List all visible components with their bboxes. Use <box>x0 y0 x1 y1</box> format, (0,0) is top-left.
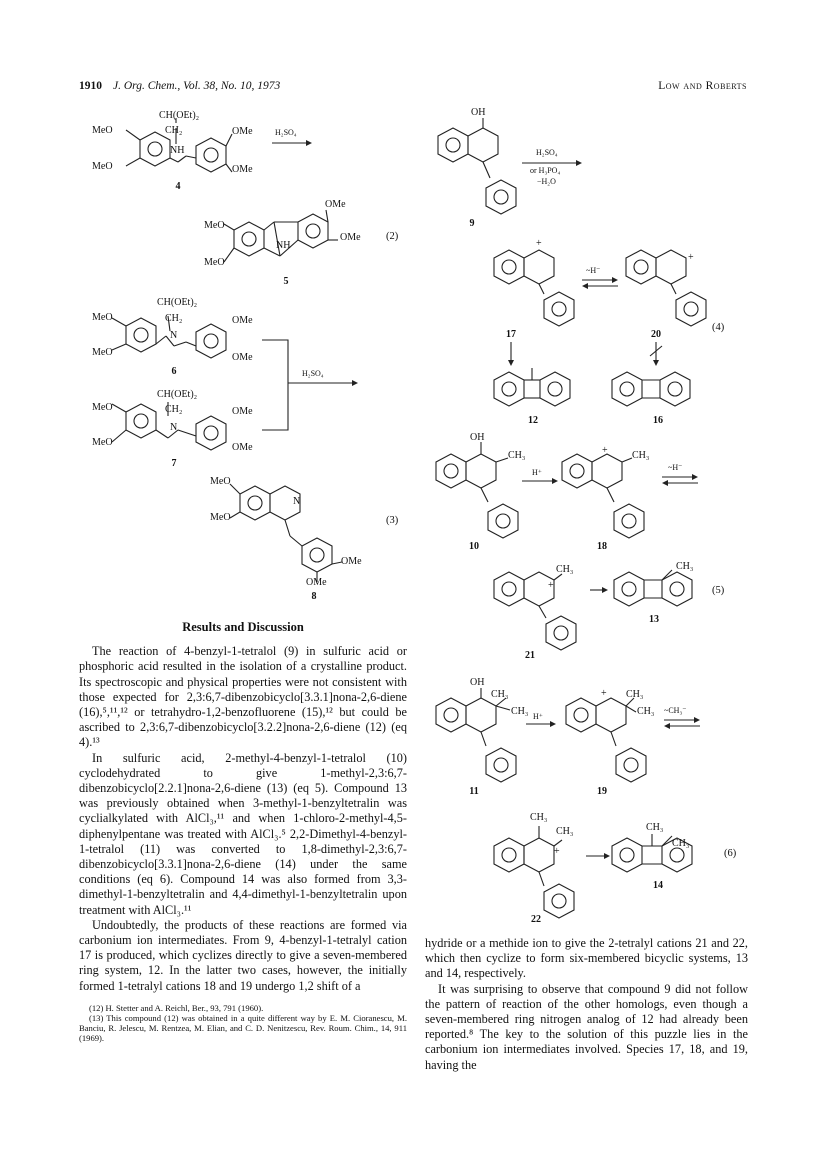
group-ome: OMe <box>232 406 253 417</box>
reagent-minus-h2o: −H₂O <box>537 177 556 186</box>
group-ch3: CH₃ <box>637 706 655 717</box>
group-ome: OMe <box>232 126 253 137</box>
cation-plus: + <box>548 580 554 591</box>
group-meo: MeO <box>92 312 113 323</box>
cation-plus: + <box>602 445 608 456</box>
group-meo: MeO <box>92 402 113 413</box>
group-n: N <box>293 496 301 507</box>
group-ch2: CH₂ <box>165 313 183 324</box>
left-column <box>79 620 407 1044</box>
compound-label-4: 4 <box>175 181 181 192</box>
group-ch3: CH₃ <box>508 450 526 461</box>
group-n: N <box>170 422 178 433</box>
compound-label-17: 17 <box>506 329 516 340</box>
group-ch3: CH₃ <box>626 689 644 700</box>
paragraph: In sulfuric acid, 2-methyl-4-benzyl-1-tetralol (10) cyclodehydrated to give 1-methyl-2,3:6,7-dibenzobicyclo[2.2.1]nona-2,6-diene (13) (eq 5). Compound 13 was previously obtained when 3-methyl-1-benzyltetralin was cyclialkylated with AlCl₃,¹¹ and when 1-chloro-2-methyl-4,5-diphenylpentane was treated with AlCl₃.⁵ 2,2-Dimethyl-4-benzyl-1-tetralol (11) was converted to 1,8-dimethyl-2,3:6,7-dibenzobicyclo[3.3.1]nona-2,6-diene (14) under the same conditions (eq 6). Compound 14 was also formed from 3,3-dimethyl-1-benzyltetralin and 4,4-dimethyl-1-benzyltetralin upon treatment with AlCl₃.¹¹ <box>79 750 407 917</box>
compound-label-19: 19 <box>597 786 607 797</box>
group-ch2: CH₂ <box>165 125 183 136</box>
group-ch3: CH₃ <box>672 838 690 849</box>
compound-label-10: 10 <box>469 541 479 552</box>
reagent-methide-shift: ~CH₃⁻ <box>664 706 687 715</box>
group-ome: OMe <box>232 352 253 363</box>
group-ome: OMe <box>232 164 253 175</box>
compound-label-21: 21 <box>525 650 535 661</box>
equation-number-3: (3) <box>386 515 399 526</box>
group-ome: OMe <box>340 232 361 243</box>
compound-label-12: 12 <box>528 415 538 426</box>
footnote: (12) H. Stetter and A. Reichl, Ber., 93, 791 (1960). <box>89 1002 264 1013</box>
journal-citation: J. Org. Chem., Vol. 38, No. 10, 1973 <box>113 80 281 92</box>
group-ome: OMe <box>341 556 362 567</box>
cation-plus: + <box>536 238 542 249</box>
reagent-h-plus: H⁺ <box>532 468 542 477</box>
reagent-hydride-shift: ~H⁻ <box>668 463 683 472</box>
group-ch-oet2: CH(OEt)₂ <box>157 297 198 308</box>
group-ch3: CH₃ <box>491 689 509 700</box>
equation-number-4: (4) <box>712 322 725 333</box>
compound-label-11: 11 <box>469 786 479 797</box>
group-meo: MeO <box>204 220 225 231</box>
equation-number-2: (2) <box>386 231 399 242</box>
compound-label-20: 20 <box>651 329 661 340</box>
compound-label-7: 7 <box>171 458 177 469</box>
compound-label-5: 5 <box>283 276 289 287</box>
group-ome: OMe <box>306 577 327 588</box>
compound-label-18: 18 <box>597 541 607 552</box>
group-nh: NH <box>276 240 291 251</box>
running-authors: Low and Roberts <box>658 80 747 92</box>
group-ch3: CH₃ <box>646 822 664 833</box>
group-ch2: CH₂ <box>165 404 183 415</box>
group-meo: MeO <box>210 512 231 523</box>
section-title: Results and Discussion <box>182 620 304 634</box>
group-ch3: CH₃ <box>676 561 694 572</box>
group-ch3: CH₃ <box>530 812 548 823</box>
footnote: (13) This compound (12) was obtained in a quite different way by E. M. Cioranescu, M. Banciu, R. Jelescu, M. Rentzea, M. Elian, and C. D. Nenitzescu, Rev. Roum. Chim., 14, 911 (1969). <box>79 1013 407 1044</box>
reagent-or-h3po4: or H₃PO₄ <box>530 166 561 175</box>
compound-label-16: 16 <box>653 415 663 426</box>
group-oh: OH <box>470 432 485 443</box>
right-column <box>425 936 748 1073</box>
reagent-h-plus: H⁺ <box>533 712 543 721</box>
compound-label-6: 6 <box>171 366 177 377</box>
group-meo: MeO <box>210 476 231 487</box>
group-nh: NH <box>170 145 185 156</box>
compound-label-13: 13 <box>649 614 659 625</box>
reagent-hydride-shift: ~H⁻ <box>586 266 601 275</box>
group-meo: MeO <box>92 437 113 448</box>
compound-label-8: 8 <box>311 591 317 602</box>
group-meo: MeO <box>204 257 225 268</box>
group-ch-oet2: CH(OEt)₂ <box>157 389 198 400</box>
group-ome: OMe <box>232 315 253 326</box>
paragraph: Undoubtedly, the products of these reactions are formed via carbonium ion intermediates. From 9, 4-benzyl-1-tetralyl cation 17 is produced, which cyclizes directly to give a seven-membered ring system, 12. In the latter two cases, however, the initially formed 1-tetralyl cations 18 and 19 undergo 1,2 shift of a <box>79 917 407 993</box>
reagent-h2so4: H₂SO₄ <box>536 148 558 157</box>
reagent-h2so4: H₂SO₄ <box>302 369 324 378</box>
group-ch3: CH₃ <box>556 564 574 575</box>
compound-label-14: 14 <box>653 880 663 891</box>
group-ch3: CH₃ <box>632 450 650 461</box>
group-oh: OH <box>470 677 485 688</box>
paragraph: The reaction of 4-benzyl-1-tetralol (9) in sulfuric acid or phosphoric acid resulted in the isolation of a crystalline product. Its spectroscopic and physical properties were not consistent with those expected for 2,3:6,7-dibenzobicyclo[3.3.1]nona-2,6-diene (16),⁵,¹¹,¹² or tetrahydro-1,2-benzofluorene (15),¹² but could be ascribed to 2,3:6,7-dibenzobicyclo[3.2.2]nona-2,6-diene (12) (eq 4).¹³ <box>79 644 407 750</box>
paragraph: It was surprising to observe that compound 9 did not follow the pattern of reaction of the other homologs, even though a seven-membered ring nitrogen analog of 12 had already been reported.⁸ The key to the solution of this puzzle lies in the carbonium ion intermediates involved. Species 17, 18, and 19, having the <box>425 981 748 1072</box>
group-ch3: CH₃ <box>511 706 529 717</box>
cation-plus: + <box>601 688 607 699</box>
group-ome: OMe <box>232 442 253 453</box>
group-ch-oet2: CH(OEt)₂ <box>159 110 200 121</box>
group-n: N <box>170 330 178 341</box>
cation-plus: + <box>554 846 560 857</box>
group-meo: MeO <box>92 125 113 136</box>
group-meo: MeO <box>92 347 113 358</box>
group-oh: OH <box>471 107 486 118</box>
equation-number-6: (6) <box>724 848 737 859</box>
group-ome: OMe <box>325 199 346 210</box>
group-ch3: CH₃ <box>556 826 574 837</box>
group-meo: MeO <box>92 161 113 172</box>
reagent-h2so4: H₂SO₄ <box>275 128 297 137</box>
equation-number-5: (5) <box>712 585 725 596</box>
page-number: 1910 <box>79 80 102 92</box>
cation-plus: + <box>688 252 694 263</box>
compound-label-22: 22 <box>531 914 541 925</box>
paragraph: hydride or a methide ion to give the 2-tetralyl cations 21 and 22, which then cyclize to form six-membered bicyclic systems, 13 and 14, respectively. <box>425 936 748 981</box>
compound-label-9: 9 <box>469 218 475 229</box>
